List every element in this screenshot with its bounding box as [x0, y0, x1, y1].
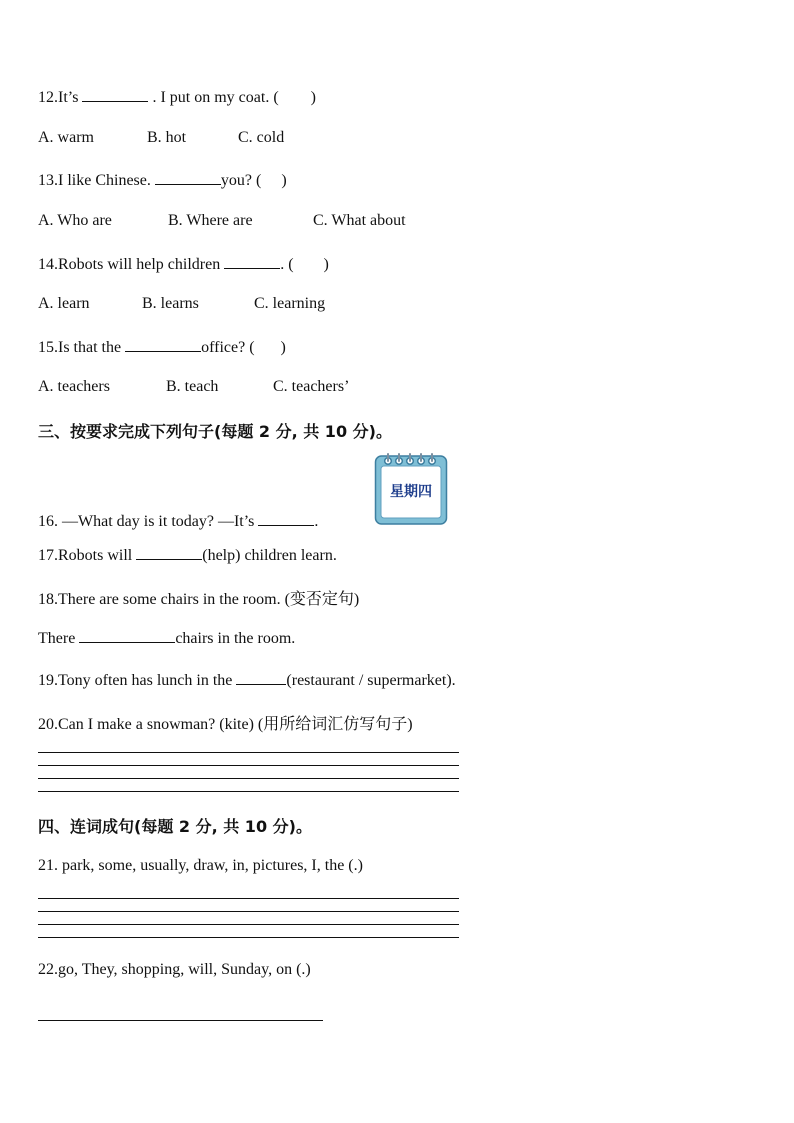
question-18: 18.There are some chairs in the room. (变否定句)	[38, 591, 360, 608]
question-19-stem-a: 19.Tony often has lunch in the	[38, 672, 233, 689]
answer-line[interactable]	[38, 924, 459, 925]
option-c: C. What about	[313, 212, 406, 229]
option-b: B. hot	[147, 129, 187, 146]
answer-line[interactable]	[38, 765, 459, 766]
question-13-stem-b: you? (	[220, 172, 262, 189]
answer-blank[interactable]	[136, 545, 202, 560]
question-19-stem-b: (restaurant / supermarket).	[286, 672, 456, 689]
question-12-stem-c: )	[310, 89, 316, 106]
question-15-options	[38, 378, 349, 396]
question-18-answer-a: There	[38, 630, 76, 647]
question-14-stem-a: 14.Robots will help children	[38, 256, 221, 273]
question-17-stem-a: 17.Robots will	[38, 547, 133, 564]
option-c: C. teachers’	[273, 378, 350, 395]
answer-blank[interactable]	[236, 670, 286, 685]
answer-line[interactable]	[38, 911, 459, 912]
question-15-stem-b: office? (	[201, 339, 255, 356]
section-4-heading: 四、连词成句(每题 2 分, 共 10 分)。	[38, 817, 312, 836]
question-16-stem-b: .	[314, 513, 319, 530]
question-12	[38, 87, 316, 107]
question-14-options	[38, 295, 325, 313]
option-c: C. learning	[254, 295, 326, 312]
answer-line[interactable]	[38, 791, 459, 792]
question-12-stem-a: 12.It’s	[38, 89, 79, 106]
answer-blank[interactable]	[82, 87, 148, 102]
question-17-stem-b: (help) children learn.	[202, 547, 337, 564]
option-c: C. cold	[238, 129, 285, 146]
question-16	[38, 511, 318, 531]
answer-line[interactable]	[38, 1020, 323, 1021]
option-a: A. Who are	[38, 212, 112, 229]
answer-line[interactable]	[38, 898, 459, 899]
question-13-stem-a: 13.I like Chinese.	[38, 172, 151, 189]
question-19	[38, 670, 456, 690]
question-18-answer-b: chairs in the room.	[175, 630, 296, 647]
answer-blank[interactable]	[155, 170, 221, 185]
question-21: 21. park, some, usually, draw, in, pictures, I, the (.)	[38, 857, 363, 874]
option-a: A. teachers	[38, 378, 110, 395]
question-13-options	[38, 212, 406, 230]
question-22: 22.go, They, shopping, will, Sunday, on (.)	[38, 961, 311, 978]
calendar-label: 星期四	[390, 484, 432, 500]
answer-line[interactable]	[38, 752, 459, 753]
question-13-stem-c: )	[281, 172, 287, 189]
option-b: B. teach	[166, 378, 219, 395]
calendar-thursday-icon	[374, 451, 448, 526]
question-14-stem-b: . (	[280, 256, 294, 273]
answer-line[interactable]	[38, 937, 459, 938]
question-17	[38, 545, 337, 565]
answer-blank[interactable]	[224, 254, 280, 269]
question-18-answer	[38, 628, 295, 648]
option-a: A. learn	[38, 295, 90, 312]
question-15	[38, 337, 286, 357]
answer-blank[interactable]	[79, 628, 175, 643]
question-15-stem-c: )	[280, 339, 286, 356]
question-12-options	[38, 129, 284, 147]
question-14-stem-c: )	[323, 256, 329, 273]
section-3-heading: 三、按要求完成下列句子(每题 2 分, 共 10 分)。	[38, 422, 392, 441]
answer-blank[interactable]	[258, 511, 314, 526]
question-13	[38, 170, 287, 190]
option-a: A. warm	[38, 129, 94, 146]
question-20: 20.Can I make a snowman? (kite) (用所给词汇仿写句子)	[38, 716, 413, 733]
answer-line[interactable]	[38, 778, 459, 779]
option-b: B. Where are	[168, 212, 253, 229]
question-12-stem-b: . I put on my coat. (	[152, 89, 279, 106]
answer-blank[interactable]	[125, 337, 201, 352]
option-b: B. learns	[142, 295, 199, 312]
question-14	[38, 254, 329, 274]
question-15-stem-a: 15.Is that the	[38, 339, 122, 356]
question-16-stem-a: 16. —What day is it today? —It’s	[38, 513, 255, 530]
